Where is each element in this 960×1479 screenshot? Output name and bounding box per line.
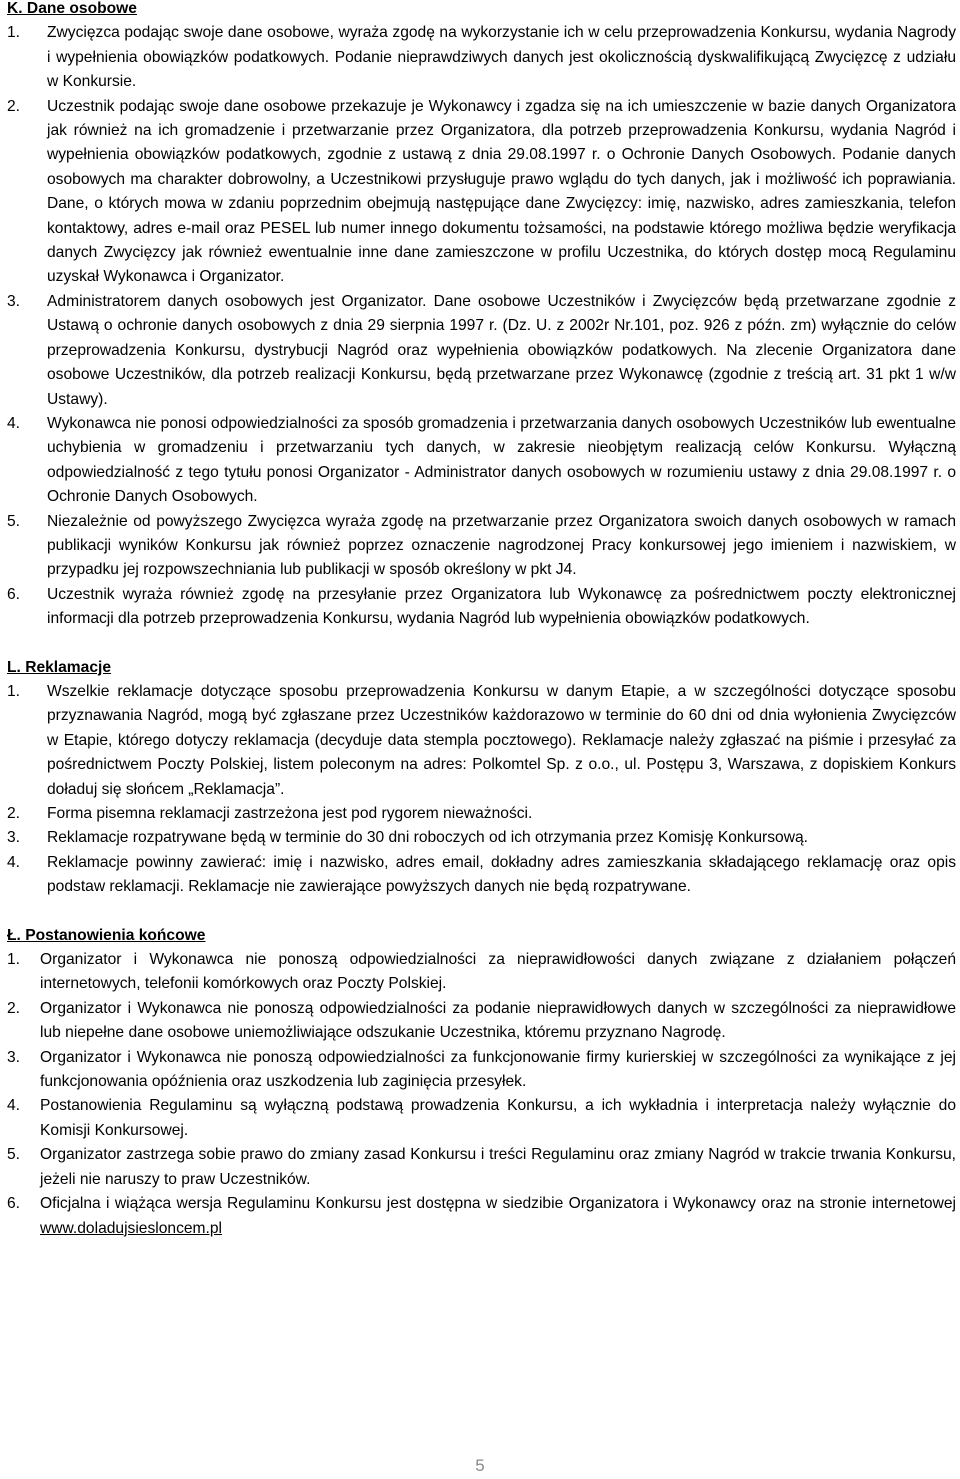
item-number: 1. bbox=[7, 24, 21, 42]
document-page bbox=[7, 0, 956, 1241]
list-item bbox=[7, 948, 956, 997]
item-number: 4. bbox=[7, 1097, 21, 1115]
list-item bbox=[7, 1094, 956, 1143]
section-postanowienia-koncowe bbox=[7, 924, 956, 1241]
item-text: Organizator zastrzega sobie prawo do zmiany zasad Konkursu i treści Regulaminu oraz zmiany Nagród w trakcie trwania Konkursu, jeżeli nie naruszy to praw Uczestników. bbox=[40, 1146, 956, 1188]
item-number: 3. bbox=[7, 292, 21, 310]
item-text: Organizator i Wykonawca nie ponoszą odpowiedzialności za nieprawidłowości danych związane z działaniem połączeń internetowych, telefonii komórkowych oraz Poczty Polskiej. bbox=[40, 951, 956, 993]
section-spacer bbox=[7, 632, 956, 656]
item-number: 1. bbox=[7, 682, 21, 700]
list-item bbox=[7, 997, 956, 1046]
item-number: 6. bbox=[7, 585, 21, 603]
list-item bbox=[7, 826, 956, 850]
item-text: Organizator i Wykonawca nie ponoszą odpowiedzialności za podanie nieprawidłowych danych w szczególności za nieprawidłowe lub niepełne dane osobowe uniemożliwiające odszukanie Uczestnika, któremu przyznano Nagrodę. bbox=[40, 999, 956, 1042]
section-reklamacje bbox=[7, 656, 956, 900]
item-number: 4. bbox=[7, 853, 21, 871]
section-list bbox=[7, 948, 956, 1241]
list-item bbox=[7, 802, 956, 826]
item-text: Administratorem danych osobowych jest Organizator. Dane osobowe Uczestników i Zwycięzców będą przetwarzane zgodnie z Ustawą o ochronie danych osobowych z dnia 29 sierpnia 1997 r. (Dz. U. z 2002r Nr.101, poz. 926 z późn. zm) wyłącznie do celów przeprowadzenia Konkursu, dystrybucji Nagród oraz wypełnienia obowiązków podatkowych. Na zlecenie Organizatora dane osobowe Uczestników, dla potrzeb realizacji Konkursu, będą przetwarzane przez Wykonawcę (zgodnie z treścią art. 31 pkt 1 w/w Ustawy). bbox=[47, 292, 956, 408]
section-heading: Ł. Postanowienia końcowe bbox=[7, 926, 206, 944]
item-text: Organizator i Wykonawca nie ponoszą odpowiedzialności za funkcjonowanie firmy kurierskiej w szczególności za wynikające z jej funkcjonowania opóźnienia oraz uszkodzenia lub zaginięcia przesyłek. bbox=[40, 1048, 956, 1091]
list-item bbox=[7, 1143, 956, 1192]
item-number: 2. bbox=[7, 999, 21, 1017]
list-item bbox=[7, 1192, 956, 1241]
list-item bbox=[7, 680, 956, 802]
item-number: 3. bbox=[7, 1048, 21, 1066]
item-text: Reklamacje powinny zawierać: imię i nazwisko, adres email, dokładny adres zamieszkania składającego reklamację oraz opis podstaw reklamacji. Reklamacje nie zawierające powyższych danych nie będą rozpatrywane. bbox=[47, 853, 956, 896]
list-item bbox=[7, 290, 956, 412]
item-text: Niezależnie od powyższego Zwycięzca wyraża zgodę na przetwarzanie przez Organizatora swoich danych osobowych w ramach publikacji wyników Konkursu jak również poprzez oznaczenie nagrodzonej Pracy konkursowej jego imieniem i nazwiskiem, w przypadku jej rozpowszechniania lub publikacji w sposób określony w pkt J4. bbox=[47, 512, 956, 579]
item-number: 4. bbox=[7, 414, 21, 432]
page-number: 5 bbox=[475, 1456, 485, 1475]
item-text: Uczestnik podając swoje dane osobowe przekazuje je Wykonawcy i zgadza się na ich umieszczenie w bazie danych Organizatora jak również na ich gromadzenie i przetwarzanie przez Organizatora, dla potrzeb przeprowadzenia Konkursu, wydania Nagród i wypełnienia obowiązków podatkowych, zgodnie z ustawą z dnia 29.08.1997 r. o Ochronie Danych Osobowych. Podanie danych osobowych ma charakter dobrowolny, a Uczestnikowi przysługuje prawo wglądu do tych danych, jak i możliwość ich poprawiania. Dane, o których mowa w zdaniu poprzednim obejmują następujące dane Zwycięzcy: imię, nazwisko, adres zamieszkania, telefon kontaktowy, adres e-mail oraz PESEL lub numer innego dokumentu tożsamości, na podstawie którego możliwa będzie weryfikacja danych Zwycięzcy jak również ewentualnie inne dane zamieszczone w profilu Uczestnika, do których dostęp mocą Regulaminu uzyskał Wykonawca i Organizator. bbox=[47, 97, 956, 286]
item-number: 5. bbox=[7, 1146, 21, 1164]
item-number: 3. bbox=[7, 829, 21, 847]
item-text: Wykonawca nie ponosi odpowiedzialności za sposób gromadzenia i przetwarzania danych osobowych Uczestników lub ewentualne uchybienia w gromadzeniu i przetwarzaniu tych danych, w zakresie nieobjętym realizacją celów Konkursu. Wyłączną odpowiedzialność z tego tytułu ponosi Organizator - Administrator danych osobowych w rozumieniu ustawy z dnia 29.08.1997 r. o Ochronie Danych Osobowych. bbox=[47, 414, 956, 506]
item-number: 5. bbox=[7, 512, 21, 530]
section-spacer bbox=[7, 900, 956, 924]
item-text: Postanowienia Regulaminu są wyłączną podstawą prowadzenia Konkursu, a ich wykładnia i interpretacja należy wyłącznie do Komisji Konkursowej. bbox=[40, 1097, 956, 1139]
section-list bbox=[7, 21, 956, 631]
list-item bbox=[7, 1046, 956, 1095]
section-heading: L. Reklamacje bbox=[7, 658, 112, 676]
item-text: Reklamacje rozpatrywane będą w terminie do 30 dni roboczych od ich otrzymania przez Komisję Konkursową. bbox=[47, 829, 808, 847]
item-text: Uczestnik wyraża również zgodę na przesyłanie przez Organizatora lub Wykonawcę za pośrednictwem poczty elektronicznej informacji dla potrzeb przeprowadzenia Konkursu, wydania Nagród lub wypełnienia obowiązków podatkowych. bbox=[47, 585, 956, 628]
section-dane-osobowe bbox=[7, 0, 956, 632]
section-heading: K. Dane osobowe bbox=[7, 0, 137, 17]
item-number: 6. bbox=[7, 1195, 21, 1213]
website-link[interactable]: www.doladujsiesloncem.pl bbox=[40, 1219, 223, 1237]
item-text: Oficjalna i wiążąca wersja Regulaminu Konkursu jest dostępna w siedzibie Organizatora i Wykonawcy oraz na stronie internetowej bbox=[40, 1195, 956, 1213]
list-item bbox=[7, 583, 956, 632]
item-number: 2. bbox=[7, 805, 21, 822]
list-item bbox=[7, 21, 956, 94]
list-item bbox=[7, 851, 956, 900]
list-item bbox=[7, 95, 956, 290]
item-text: Zwycięzca podając swoje dane osobowe, wyraża zgodę na wykorzystanie ich w celu przeprowadzenia Konkursu, wydania Nagrody i wypełnienia obowiązków podatkowych. Podanie nieprawdziwych danych jest okolicznością dyskwalifikującą Zwycięzcę z udziału w Konkursie. bbox=[47, 24, 956, 91]
item-text: Wszelkie reklamacje dotyczące sposobu przeprowadzenia Konkursu w danym Etapie, a w szczególności dotyczące sposobu przyznawania Nagród, mogą być zgłaszane przez Uczestników każdorazowo w terminie do 60 dni od dnia wyłonienia Zwycięzców w Etapie, którego dotyczy reklamacja (decyduje data stempla pocztowego). Reklamacje należy zgłaszać na piśmie i przesyłać za pośrednictwem Poczty Polskiej, listem poleconym na adres: Polkomtel Sp. z o.o., ul. Postępu 3, Warszawa, z dopiskiem Konkurs doładuj się słońcem „Reklamacja”. bbox=[47, 682, 956, 798]
item-number: 1. bbox=[7, 951, 21, 969]
list-item bbox=[7, 412, 956, 510]
item-number: 2. bbox=[7, 97, 21, 115]
item-text: Forma pisemna reklamacji zastrzeżona jest pod rygorem nieważności. bbox=[47, 805, 533, 822]
list-item bbox=[7, 510, 956, 583]
section-list bbox=[7, 680, 956, 900]
